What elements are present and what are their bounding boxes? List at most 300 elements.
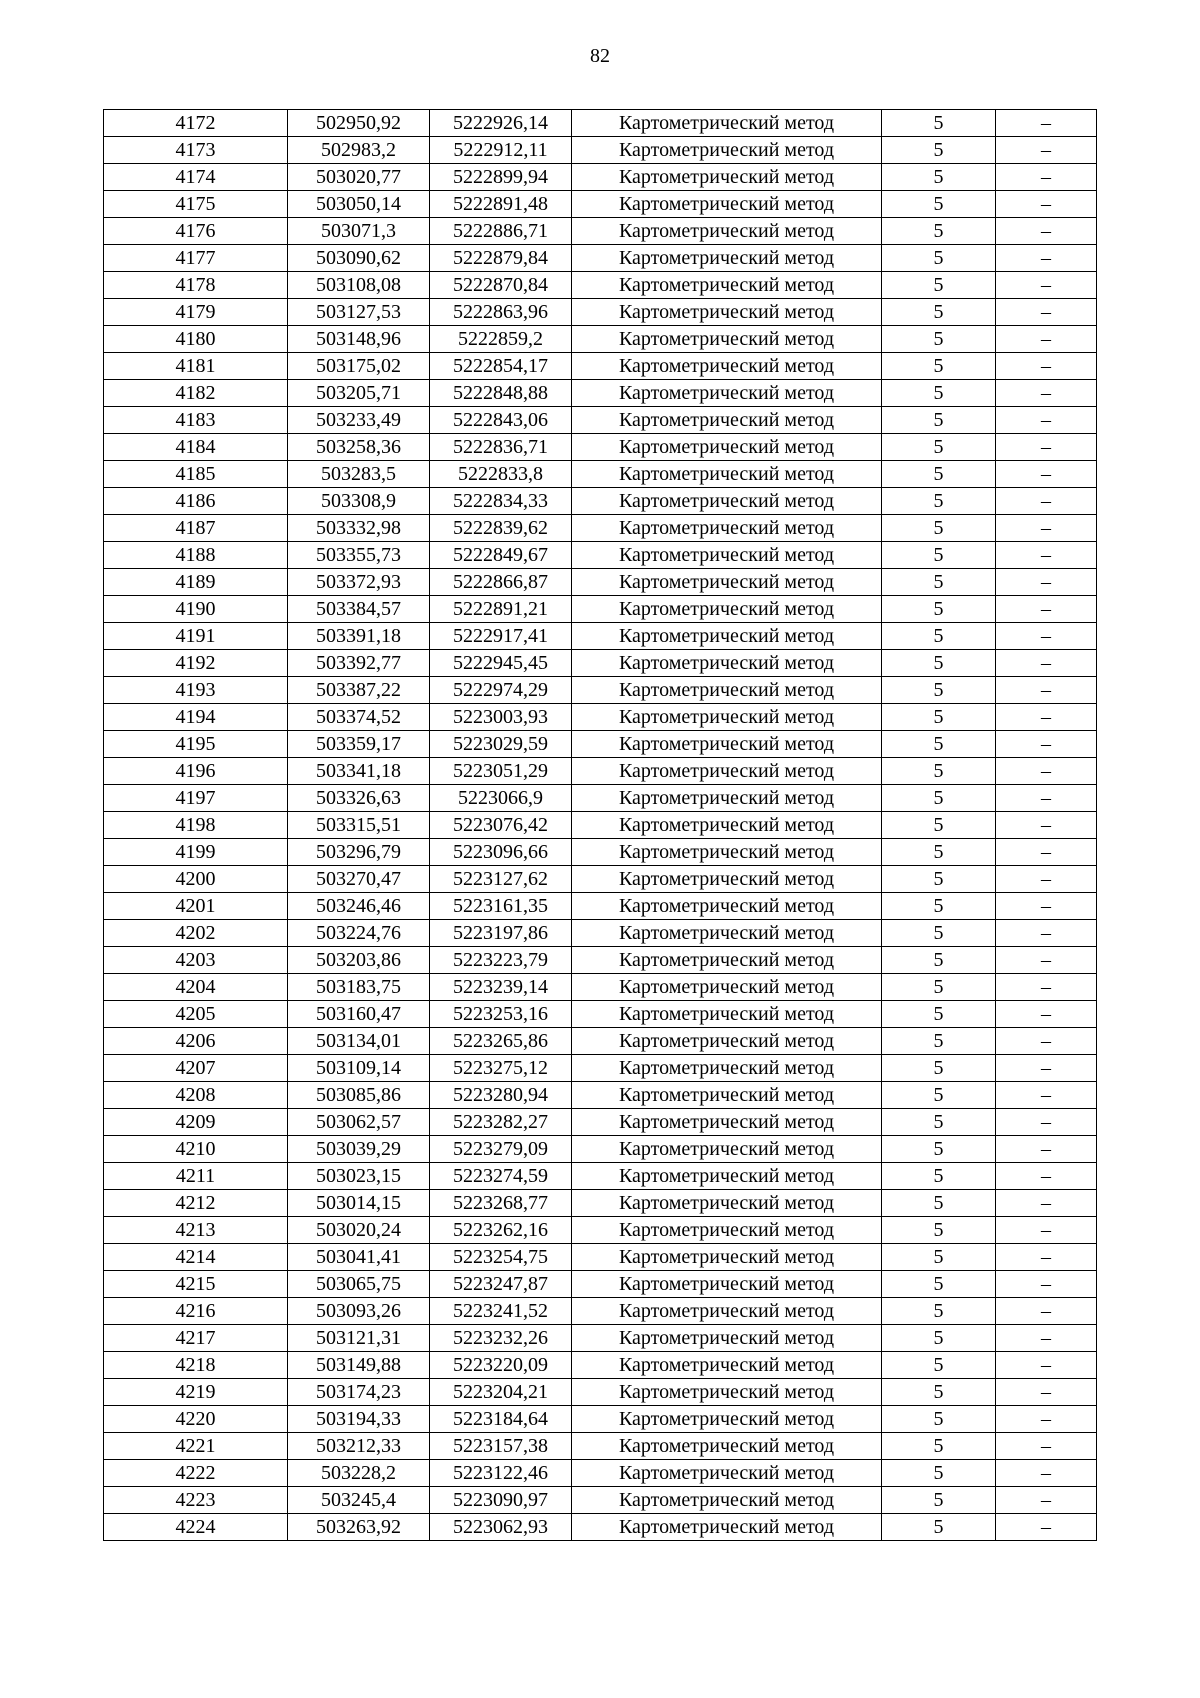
table-row: [104, 812, 1097, 839]
y-coordinate-cell: 5222859,2: [430, 326, 572, 353]
table-row: [104, 1298, 1097, 1325]
method-cell: Картометрический метод: [572, 839, 882, 866]
x-coordinate-cell: 503134,01: [288, 1028, 430, 1055]
method-cell: Картометрический метод: [572, 1352, 882, 1379]
point-number-cell: 4184: [104, 434, 288, 461]
x-coordinate-cell: 503384,57: [288, 596, 430, 623]
table-row: [104, 137, 1097, 164]
method-cell: Картометрический метод: [572, 1460, 882, 1487]
description-cell: –: [996, 596, 1097, 623]
method-cell: Картометрический метод: [572, 326, 882, 353]
point-number-cell: 4223: [104, 1487, 288, 1514]
point-number-cell: 4215: [104, 1271, 288, 1298]
y-coordinate-cell: 5223282,27: [430, 1109, 572, 1136]
x-coordinate-cell: 503270,47: [288, 866, 430, 893]
y-coordinate-cell: 5223223,79: [430, 947, 572, 974]
description-cell: –: [996, 677, 1097, 704]
y-coordinate-cell: 5223096,66: [430, 839, 572, 866]
method-cell: Картометрический метод: [572, 353, 882, 380]
y-coordinate-cell: 5223274,59: [430, 1163, 572, 1190]
table-row: [104, 191, 1097, 218]
method-cell: Картометрический метод: [572, 785, 882, 812]
x-coordinate-cell: 503258,36: [288, 434, 430, 461]
method-cell: Картометрический метод: [572, 812, 882, 839]
description-cell: –: [996, 1082, 1097, 1109]
x-coordinate-cell: 503062,57: [288, 1109, 430, 1136]
y-coordinate-cell: 5223090,97: [430, 1487, 572, 1514]
x-coordinate-cell: 503090,62: [288, 245, 430, 272]
accuracy-cell: 5: [882, 1190, 996, 1217]
y-coordinate-cell: 5223268,77: [430, 1190, 572, 1217]
point-number-cell: 4220: [104, 1406, 288, 1433]
y-coordinate-cell: 5223247,87: [430, 1271, 572, 1298]
point-number-cell: 4203: [104, 947, 288, 974]
accuracy-cell: 5: [882, 1244, 996, 1271]
accuracy-cell: 5: [882, 1487, 996, 1514]
method-cell: Картометрический метод: [572, 1163, 882, 1190]
y-coordinate-cell: 5222926,14: [430, 110, 572, 137]
y-coordinate-cell: 5222839,62: [430, 515, 572, 542]
accuracy-cell: 5: [882, 1271, 996, 1298]
accuracy-cell: 5: [882, 974, 996, 1001]
point-number-cell: 4218: [104, 1352, 288, 1379]
point-number-cell: 4189: [104, 569, 288, 596]
accuracy-cell: 5: [882, 434, 996, 461]
method-cell: Картометрический метод: [572, 1514, 882, 1541]
point-number-cell: 4197: [104, 785, 288, 812]
x-coordinate-cell: 503205,71: [288, 380, 430, 407]
x-coordinate-cell: 503308,9: [288, 488, 430, 515]
description-cell: –: [996, 1190, 1097, 1217]
method-cell: Картометрический метод: [572, 677, 882, 704]
method-cell: Картометрический метод: [572, 542, 882, 569]
accuracy-cell: 5: [882, 299, 996, 326]
x-coordinate-cell: 503023,15: [288, 1163, 430, 1190]
accuracy-cell: 5: [882, 1082, 996, 1109]
accuracy-cell: 5: [882, 245, 996, 272]
table-row: [104, 677, 1097, 704]
method-cell: Картометрический метод: [572, 1082, 882, 1109]
point-number-cell: 4178: [104, 272, 288, 299]
accuracy-cell: 5: [882, 839, 996, 866]
method-cell: Картометрический метод: [572, 758, 882, 785]
x-coordinate-cell: 503341,18: [288, 758, 430, 785]
point-number-cell: 4181: [104, 353, 288, 380]
accuracy-cell: 5: [882, 1352, 996, 1379]
table-row: [104, 110, 1097, 137]
x-coordinate-cell: 503085,86: [288, 1082, 430, 1109]
description-cell: –: [996, 245, 1097, 272]
x-coordinate-cell: 503233,49: [288, 407, 430, 434]
method-cell: Картометрический метод: [572, 137, 882, 164]
table-row: [104, 164, 1097, 191]
y-coordinate-cell: 5222863,96: [430, 299, 572, 326]
accuracy-cell: 5: [882, 650, 996, 677]
description-cell: –: [996, 1028, 1097, 1055]
method-cell: Картометрический метод: [572, 380, 882, 407]
description-cell: –: [996, 920, 1097, 947]
method-cell: Картометрический метод: [572, 1028, 882, 1055]
y-coordinate-cell: 5222899,94: [430, 164, 572, 191]
x-coordinate-cell: 503224,76: [288, 920, 430, 947]
accuracy-cell: 5: [882, 137, 996, 164]
y-coordinate-cell: 5223197,86: [430, 920, 572, 947]
point-number-cell: 4192: [104, 650, 288, 677]
point-number-cell: 4199: [104, 839, 288, 866]
point-number-cell: 4204: [104, 974, 288, 1001]
method-cell: Картометрический метод: [572, 1379, 882, 1406]
point-number-cell: 4198: [104, 812, 288, 839]
table-row: [104, 434, 1097, 461]
method-cell: Картометрический метод: [572, 164, 882, 191]
x-coordinate-cell: 503174,23: [288, 1379, 430, 1406]
point-number-cell: 4212: [104, 1190, 288, 1217]
y-coordinate-cell: 5222945,45: [430, 650, 572, 677]
table-row: [104, 1406, 1097, 1433]
description-cell: –: [996, 650, 1097, 677]
point-number-cell: 4174: [104, 164, 288, 191]
description-cell: –: [996, 1379, 1097, 1406]
x-coordinate-cell: 503183,75: [288, 974, 430, 1001]
x-coordinate-cell: 503245,4: [288, 1487, 430, 1514]
y-coordinate-cell: 5223262,16: [430, 1217, 572, 1244]
x-coordinate-cell: 503020,77: [288, 164, 430, 191]
table-row: [104, 1244, 1097, 1271]
method-cell: Картометрический метод: [572, 191, 882, 218]
y-coordinate-cell: 5222866,87: [430, 569, 572, 596]
x-coordinate-cell: 503041,41: [288, 1244, 430, 1271]
point-number-cell: 4200: [104, 866, 288, 893]
table-row: [104, 245, 1097, 272]
method-cell: Картометрический метод: [572, 461, 882, 488]
y-coordinate-cell: 5223029,59: [430, 731, 572, 758]
y-coordinate-cell: 5222843,06: [430, 407, 572, 434]
description-cell: –: [996, 1217, 1097, 1244]
description-cell: –: [996, 353, 1097, 380]
x-coordinate-cell: 503332,98: [288, 515, 430, 542]
y-coordinate-cell: 5222912,11: [430, 137, 572, 164]
description-cell: –: [996, 110, 1097, 137]
y-coordinate-cell: 5223275,12: [430, 1055, 572, 1082]
table-row: [104, 1352, 1097, 1379]
description-cell: –: [996, 1298, 1097, 1325]
method-cell: Картометрический метод: [572, 623, 882, 650]
point-number-cell: 4209: [104, 1109, 288, 1136]
description-cell: –: [996, 515, 1097, 542]
method-cell: Картометрический метод: [572, 1217, 882, 1244]
table-row: [104, 1163, 1097, 1190]
accuracy-cell: 5: [882, 893, 996, 920]
table-row: [104, 488, 1097, 515]
accuracy-cell: 5: [882, 1514, 996, 1541]
point-number-cell: 4210: [104, 1136, 288, 1163]
x-coordinate-cell: 503071,3: [288, 218, 430, 245]
table-row: [104, 758, 1097, 785]
x-coordinate-cell: 503355,73: [288, 542, 430, 569]
description-cell: –: [996, 893, 1097, 920]
method-cell: Картометрический метод: [572, 515, 882, 542]
method-cell: Картометрический метод: [572, 218, 882, 245]
accuracy-cell: 5: [882, 1433, 996, 1460]
method-cell: Картометрический метод: [572, 407, 882, 434]
accuracy-cell: 5: [882, 326, 996, 353]
x-coordinate-cell: 503228,2: [288, 1460, 430, 1487]
table-row: [104, 461, 1097, 488]
y-coordinate-cell: 5222886,71: [430, 218, 572, 245]
point-number-cell: 4176: [104, 218, 288, 245]
table-row: [104, 866, 1097, 893]
description-cell: –: [996, 704, 1097, 731]
y-coordinate-cell: 5222848,88: [430, 380, 572, 407]
accuracy-cell: 5: [882, 1028, 996, 1055]
table-row: [104, 515, 1097, 542]
description-cell: –: [996, 1514, 1097, 1541]
description-cell: –: [996, 866, 1097, 893]
point-number-cell: 4193: [104, 677, 288, 704]
page-number: 82: [590, 45, 610, 67]
description-cell: –: [996, 974, 1097, 1001]
accuracy-cell: 5: [882, 677, 996, 704]
description-cell: –: [996, 272, 1097, 299]
description-cell: –: [996, 434, 1097, 461]
point-number-cell: 4224: [104, 1514, 288, 1541]
method-cell: Картометрический метод: [572, 1001, 882, 1028]
description-cell: –: [996, 1001, 1097, 1028]
description-cell: –: [996, 569, 1097, 596]
description-cell: –: [996, 1271, 1097, 1298]
table-row: [104, 704, 1097, 731]
point-number-cell: 4180: [104, 326, 288, 353]
x-coordinate-cell: 503372,93: [288, 569, 430, 596]
method-cell: Картометрический метод: [572, 866, 882, 893]
x-coordinate-cell: 503148,96: [288, 326, 430, 353]
y-coordinate-cell: 5222891,21: [430, 596, 572, 623]
x-coordinate-cell: 503039,29: [288, 1136, 430, 1163]
point-number-cell: 4173: [104, 137, 288, 164]
x-coordinate-cell: 503391,18: [288, 623, 430, 650]
description-cell: –: [996, 542, 1097, 569]
description-cell: –: [996, 1136, 1097, 1163]
accuracy-cell: 5: [882, 623, 996, 650]
x-coordinate-cell: 503065,75: [288, 1271, 430, 1298]
accuracy-cell: 5: [882, 191, 996, 218]
table-row: [104, 1109, 1097, 1136]
accuracy-cell: 5: [882, 488, 996, 515]
accuracy-cell: 5: [882, 1460, 996, 1487]
method-cell: Картометрический метод: [572, 893, 882, 920]
point-number-cell: 4188: [104, 542, 288, 569]
x-coordinate-cell: 503160,47: [288, 1001, 430, 1028]
method-cell: Картометрический метод: [572, 1190, 882, 1217]
description-cell: –: [996, 1352, 1097, 1379]
point-number-cell: 4217: [104, 1325, 288, 1352]
accuracy-cell: 5: [882, 758, 996, 785]
point-number-cell: 4187: [104, 515, 288, 542]
y-coordinate-cell: 5223127,62: [430, 866, 572, 893]
point-number-cell: 4219: [104, 1379, 288, 1406]
y-coordinate-cell: 5223239,14: [430, 974, 572, 1001]
table-row: [104, 1028, 1097, 1055]
accuracy-cell: 5: [882, 380, 996, 407]
accuracy-cell: 5: [882, 569, 996, 596]
accuracy-cell: 5: [882, 1109, 996, 1136]
description-cell: –: [996, 1109, 1097, 1136]
y-coordinate-cell: 5222849,67: [430, 542, 572, 569]
description-cell: –: [996, 380, 1097, 407]
table-row: [104, 1325, 1097, 1352]
x-coordinate-cell: 503296,79: [288, 839, 430, 866]
y-coordinate-cell: 5223066,9: [430, 785, 572, 812]
description-cell: –: [996, 1460, 1097, 1487]
description-cell: –: [996, 1163, 1097, 1190]
x-coordinate-cell: 503121,31: [288, 1325, 430, 1352]
x-coordinate-cell: 503374,52: [288, 704, 430, 731]
point-number-cell: 4195: [104, 731, 288, 758]
description-cell: –: [996, 812, 1097, 839]
y-coordinate-cell: 5223204,21: [430, 1379, 572, 1406]
y-coordinate-cell: 5222833,8: [430, 461, 572, 488]
point-number-cell: 4202: [104, 920, 288, 947]
accuracy-cell: 5: [882, 704, 996, 731]
accuracy-cell: 5: [882, 218, 996, 245]
x-coordinate-cell: 503175,02: [288, 353, 430, 380]
table-row: [104, 1460, 1097, 1487]
coordinates-table: [103, 109, 1097, 1541]
x-coordinate-cell: 503050,14: [288, 191, 430, 218]
description-cell: –: [996, 299, 1097, 326]
description-cell: –: [996, 137, 1097, 164]
point-number-cell: 4177: [104, 245, 288, 272]
accuracy-cell: 5: [882, 731, 996, 758]
method-cell: Картометрический метод: [572, 1433, 882, 1460]
x-coordinate-cell: 503315,51: [288, 812, 430, 839]
method-cell: Картометрический метод: [572, 569, 882, 596]
x-coordinate-cell: 503246,46: [288, 893, 430, 920]
point-number-cell: 4208: [104, 1082, 288, 1109]
description-cell: –: [996, 839, 1097, 866]
description-cell: –: [996, 1433, 1097, 1460]
y-coordinate-cell: 5222836,71: [430, 434, 572, 461]
method-cell: Картометрический метод: [572, 1109, 882, 1136]
table-row: [104, 974, 1097, 1001]
accuracy-cell: 5: [882, 596, 996, 623]
y-coordinate-cell: 5223265,86: [430, 1028, 572, 1055]
coordinates-table-body: [104, 110, 1097, 1541]
method-cell: Картометрический метод: [572, 1244, 882, 1271]
y-coordinate-cell: 5223254,75: [430, 1244, 572, 1271]
point-number-cell: 4214: [104, 1244, 288, 1271]
y-coordinate-cell: 5222917,41: [430, 623, 572, 650]
x-coordinate-cell: 503127,53: [288, 299, 430, 326]
table-row: [104, 326, 1097, 353]
method-cell: Картометрический метод: [572, 1406, 882, 1433]
point-number-cell: 4172: [104, 110, 288, 137]
point-number-cell: 4175: [104, 191, 288, 218]
description-cell: –: [996, 1487, 1097, 1514]
x-coordinate-cell: 503149,88: [288, 1352, 430, 1379]
x-coordinate-cell: 502950,92: [288, 110, 430, 137]
method-cell: Картометрический метод: [572, 731, 882, 758]
point-number-cell: 4196: [104, 758, 288, 785]
y-coordinate-cell: 5223220,09: [430, 1352, 572, 1379]
accuracy-cell: 5: [882, 812, 996, 839]
y-coordinate-cell: 5223157,38: [430, 1433, 572, 1460]
y-coordinate-cell: 5223062,93: [430, 1514, 572, 1541]
table-row: [104, 947, 1097, 974]
table-row: [104, 1271, 1097, 1298]
point-number-cell: 4205: [104, 1001, 288, 1028]
point-number-cell: 4190: [104, 596, 288, 623]
point-number-cell: 4206: [104, 1028, 288, 1055]
y-coordinate-cell: 5223280,94: [430, 1082, 572, 1109]
table-row: [104, 380, 1097, 407]
x-coordinate-cell: 503326,63: [288, 785, 430, 812]
method-cell: Картометрический метод: [572, 488, 882, 515]
description-cell: –: [996, 758, 1097, 785]
table-row: [104, 218, 1097, 245]
y-coordinate-cell: 5223279,09: [430, 1136, 572, 1163]
x-coordinate-cell: 503093,26: [288, 1298, 430, 1325]
x-coordinate-cell: 503108,08: [288, 272, 430, 299]
y-coordinate-cell: 5223161,35: [430, 893, 572, 920]
point-number-cell: 4216: [104, 1298, 288, 1325]
x-coordinate-cell: 503020,24: [288, 1217, 430, 1244]
accuracy-cell: 5: [882, 110, 996, 137]
point-number-cell: 4213: [104, 1217, 288, 1244]
table-row: [104, 623, 1097, 650]
x-coordinate-cell: 503194,33: [288, 1406, 430, 1433]
table-row: [104, 1136, 1097, 1163]
x-coordinate-cell: 503392,77: [288, 650, 430, 677]
method-cell: Картометрический метод: [572, 299, 882, 326]
description-cell: –: [996, 1244, 1097, 1271]
accuracy-cell: 5: [882, 1298, 996, 1325]
point-number-cell: 4211: [104, 1163, 288, 1190]
y-coordinate-cell: 5222870,84: [430, 272, 572, 299]
method-cell: Картометрический метод: [572, 434, 882, 461]
method-cell: Картометрический метод: [572, 704, 882, 731]
point-number-cell: 4207: [104, 1055, 288, 1082]
table-row: [104, 1433, 1097, 1460]
x-coordinate-cell: 503203,86: [288, 947, 430, 974]
accuracy-cell: 5: [882, 515, 996, 542]
accuracy-cell: 5: [882, 542, 996, 569]
accuracy-cell: 5: [882, 785, 996, 812]
table-row: [104, 650, 1097, 677]
description-cell: –: [996, 191, 1097, 218]
accuracy-cell: 5: [882, 1001, 996, 1028]
accuracy-cell: 5: [882, 1163, 996, 1190]
table-row: [104, 785, 1097, 812]
x-coordinate-cell: 503014,15: [288, 1190, 430, 1217]
x-coordinate-cell: 503387,22: [288, 677, 430, 704]
y-coordinate-cell: 5223122,46: [430, 1460, 572, 1487]
y-coordinate-cell: 5223184,64: [430, 1406, 572, 1433]
method-cell: Картометрический метод: [572, 650, 882, 677]
x-coordinate-cell: 503283,5: [288, 461, 430, 488]
point-number-cell: 4201: [104, 893, 288, 920]
x-coordinate-cell: 503263,92: [288, 1514, 430, 1541]
method-cell: Картометрический метод: [572, 245, 882, 272]
description-cell: –: [996, 164, 1097, 191]
description-cell: –: [996, 1406, 1097, 1433]
table-row: [104, 1190, 1097, 1217]
accuracy-cell: 5: [882, 407, 996, 434]
table-row: [104, 1217, 1097, 1244]
table-row: [104, 893, 1097, 920]
point-number-cell: 4186: [104, 488, 288, 515]
description-cell: –: [996, 785, 1097, 812]
